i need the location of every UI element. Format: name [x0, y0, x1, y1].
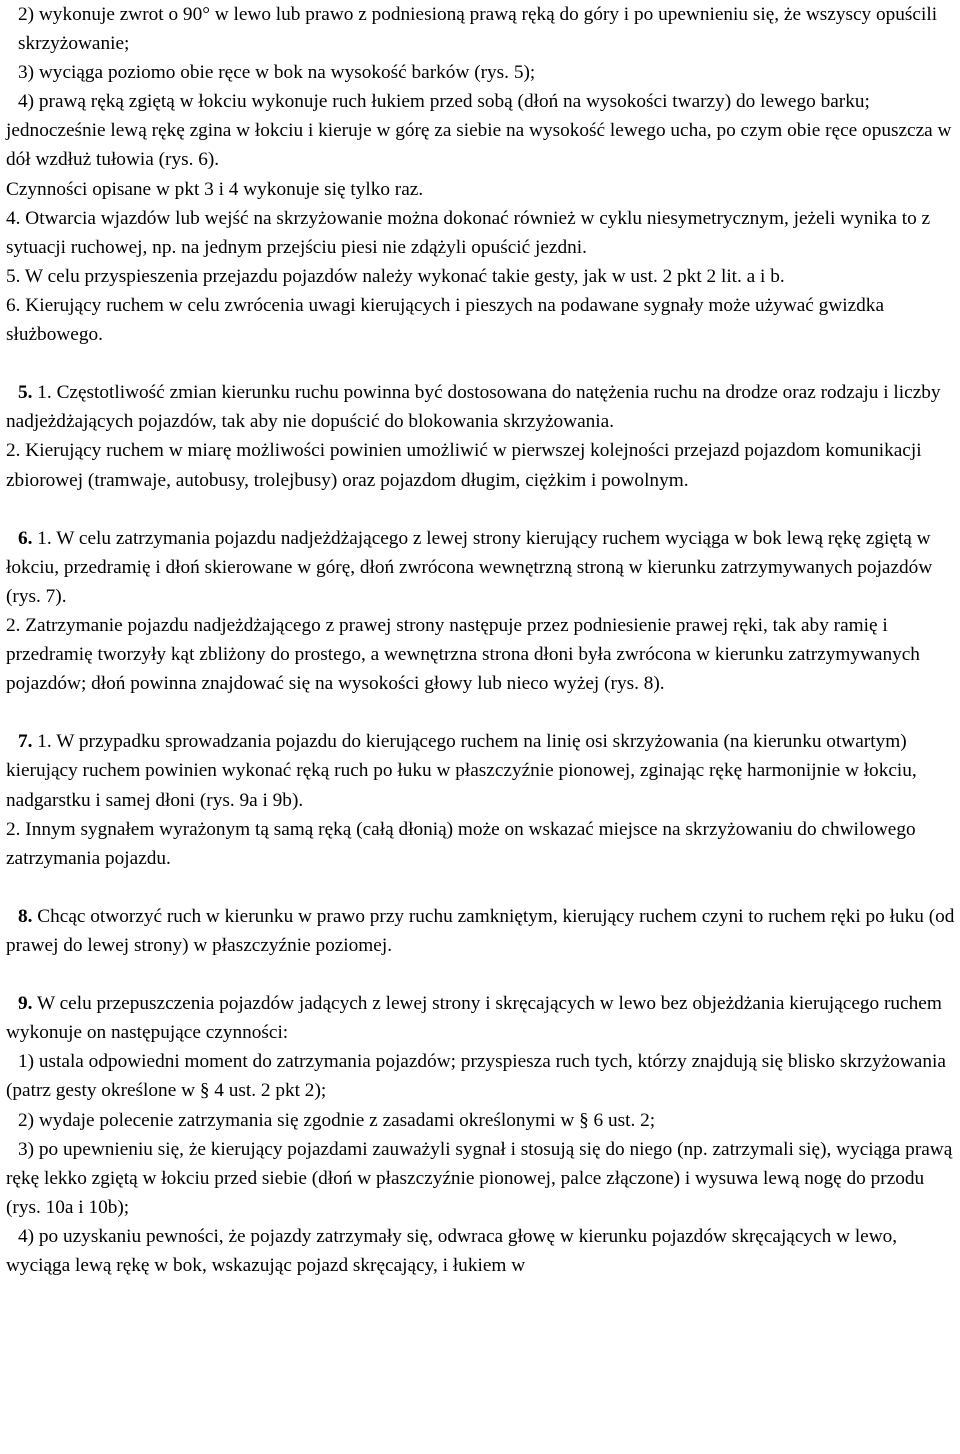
paragraph: 4) prawą ręką zgiętą w łokciu wykonuje ruch łukiem przed sobą (dłoń na wysokości twarzy) do lewego barku; jednocześnie lewą rękę zgina w łokciu i kieruje w górę za siebie na wysokość lewego ucha, po czym obie ręce opuszcza w dół wzdłuż tułowia (rys. 6).	[6, 91, 952, 171]
paragraph-spacer	[6, 873, 956, 902]
paragraph: 6. Kierujący ruchem w celu zwrócenia uwagi kierujących i pieszych na podawane sygnały może używać gwizdka służbowego.	[6, 294, 885, 346]
paragraph: 3) wyciąga poziomo obie ręce w bok na wysokość barków (rys. 5);	[18, 62, 536, 84]
section-number: 7.	[18, 731, 33, 753]
section-number: 8.	[18, 905, 33, 927]
paragraph-text: 1. Częstotliwość zmian kierunku ruchu powinna być dostosowana do natężenia ruchu na drodze oraz rodzaju i liczby nadjeżdżających pojazdów, tak aby nie dopuścić do blokowania skrzyżowania.	[6, 382, 941, 433]
paragraph: 2. Kierujący ruchem w miarę możliwości powinien umożliwić w pierwszej kolejności przejazd pojazdom komunikacji zbiorowej (tramwaje, autobusy, trolejbusy) oraz pojazdom długim, ciężkim i powolnym.	[6, 440, 922, 491]
section-number: 5.	[18, 382, 33, 404]
paragraph: Czynności opisane w pkt 3 i 4 wykonuje się tylko raz.	[6, 178, 424, 200]
paragraph: 4. Otwarcia wjazdów lub wejść na skrzyżowanie można dokonać również w cyklu niesymetrycznym, jeżeli wynika to z sytuacji ruchowej, np. na jednym przejściu piesi nie zdążyli opuścić jezdni.	[6, 207, 931, 258]
paragraph-spacer	[6, 698, 956, 727]
section-number: 6.	[18, 527, 33, 549]
paragraph-text: 1. W przypadku sprowadzania pojazdu do kierującego ruchem na linię osi skrzyżowania (na kierunku otwartym) kierujący ruchem powinien wykonać ręką ruch po łuku w płaszczyźnie pionowej, zginając rękę harmonijnie w łokciu, nadgarstku i samej dłoni (rys. 9a i 9b).	[6, 731, 917, 811]
section-paragraph	[6, 727, 956, 814]
list-item: 1) ustala odpowiedni moment do zatrzymania pojazdów; przyspiesza ruch tych, którzy znajdują się blisko skrzyżowania (patrz gesty określone w § 4 ust. 2 pkt 2);	[6, 1051, 946, 1102]
paragraph-text: 1. W celu zatrzymania pojazdu nadjeżdżającego z lewej strony kierujący ruchem wyciąga w bok lewą rękę zgiętą w łokciu, przedramię i dłoń skierowane w górę, dłoń zwrócona wewnętrzną stroną w kierunku zatrzymywanych pojazdów (rys. 7).	[6, 527, 933, 607]
list-item: 2) wydaje polecenie zatrzymania się zgodnie z zasadami określonymi w § 6 ust. 2;	[18, 1109, 656, 1131]
section-paragraph	[6, 989, 956, 1047]
document-page	[6, 0, 956, 1280]
section-paragraph	[6, 378, 956, 436]
section-number: 9.	[18, 993, 33, 1015]
paragraph-spacer	[6, 960, 956, 989]
paragraph: 5. W celu przyspieszenia przejazdu pojazdów należy wykonać takie gesty, jak w ust. 2 pkt 2 lit. a i b.	[6, 265, 785, 287]
list-item: 3) po upewnieniu się, że kierujący pojazdami zauważyli sygnał i stosują się do niego (np. zatrzymali się), wyciąga prawą rękę lekko zgiętą w łokciu przed siebie (dłoń w płaszczyźnie pionowej, palce złączone) i wysuwa lewą nogę do przodu (rys. 10a i 10b);	[6, 1138, 953, 1218]
paragraph-text: Chcąc otworzyć ruch w kierunku w prawo przy ruchu zamkniętym, kierujący ruchem czyni to ruchem ręki po łuku (od prawej do lewej strony) w płaszczyźnie poziomej.	[6, 905, 955, 956]
paragraph: 2. Zatrzymanie pojazdu nadjeżdżającego z prawej strony następuje przez podniesienie prawej ręki, tak aby ramię i przedramię tworzyły kąt zbliżony do prostego, a wewnętrzna strona dłoni była zwrócona w kierunku zatrzymywanych pojazdów; dłoń powinna znajdować się na wysokości głowy lub nieco wyżej (rys. 8).	[6, 614, 920, 695]
paragraph: 2) wykonuje zwrot o 90° w lewo lub prawo z podniesioną prawą ręką do góry i po upewnieniu się, że wszyscy opuścili skrzyżowanie;	[18, 4, 938, 55]
paragraph-text: W celu przepuszczenia pojazdów jadących z lewej strony i skręcających w lewo bez objeżdżania kierującego ruchem wykonuje on następujące czynności:	[6, 993, 942, 1044]
paragraph-spacer	[6, 349, 956, 378]
list-item: 4) po uzyskaniu pewności, że pojazdy zatrzymały się, odwraca głowę w kierunku pojazdów skręcających w lewo, wyciąga lewą rękę w bok, wskazując pojazd skręcający, i łukiem w	[6, 1225, 898, 1277]
section-paragraph	[6, 524, 956, 611]
paragraph: 2. Innym sygnałem wyrażonym tą samą ręką (całą dłonią) może on wskazać miejsce na skrzyżowaniu do chwilowego zatrzymania pojazdu.	[6, 818, 916, 869]
paragraph-spacer	[6, 495, 956, 524]
section-paragraph	[6, 902, 956, 960]
